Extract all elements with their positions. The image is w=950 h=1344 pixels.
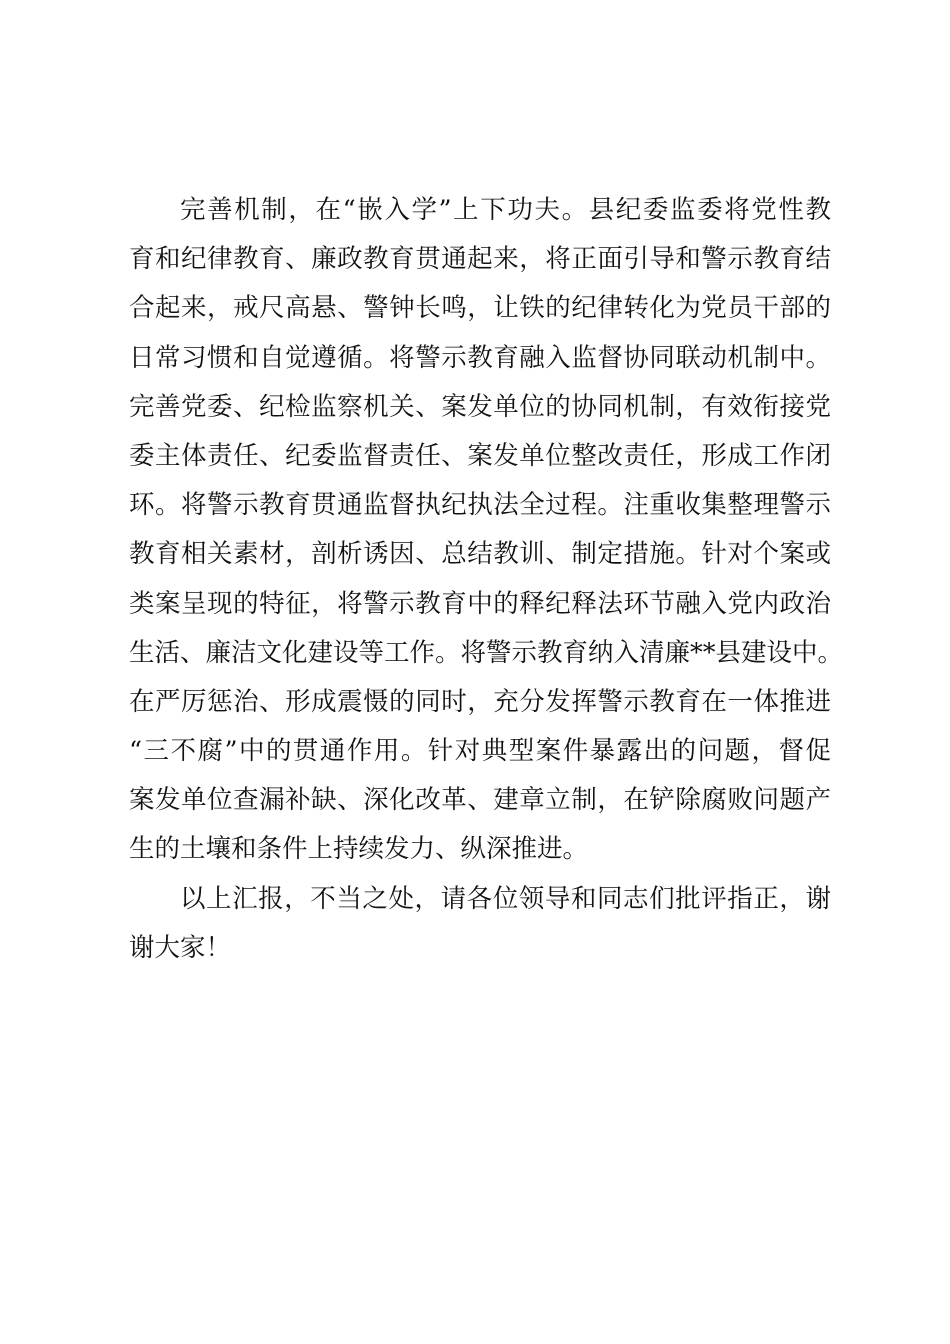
body-text: [129, 186, 844, 973]
text-line: 委主体责任、纪委监督责任、案发单位整改责任，形成工作闭: [129, 440, 831, 471]
text-line: 日常习惯和自觉遵循。将警示教育融入监督协同联动机制中。: [129, 342, 831, 373]
text-line: 完善机制，在“嵌入学”上下功夫。县纪委监委将党性教: [180, 195, 831, 225]
text-line: “三不腐”中的贯通作用。针对典型案件暴露出的问题，督促: [129, 736, 831, 767]
text-line: 类案呈现的特征，将警示教育中的释纪释法环节融入党内政治: [129, 588, 831, 619]
text-line: 完善党委、纪检监察机关、案发单位的协同机制，有效衔接党: [129, 391, 831, 422]
paragraph-mechanism: [129, 186, 844, 875]
text-line: 合起来，戒尺高悬、警钟长鸣，让铁的纪律转化为党员干部的: [129, 293, 831, 324]
text-line: 在严厉惩治、形成震慑的同时，充分发挥警示教育在一体推进: [129, 686, 831, 717]
text-line: 以上汇报，不当之处，请各位领导和同志们批评指正，谢: [180, 883, 831, 914]
text-line: 教育相关素材，剖析诱因、总结教训、制定措施。针对个案或: [129, 539, 831, 570]
text-line: 生活、廉洁文化建设等工作。将警示教育纳入清廉**县建设中。: [129, 637, 844, 668]
text-line: 生的土壤和条件上持续发力、纵深推进。: [129, 834, 589, 865]
text-line: 谢大家！: [129, 932, 232, 963]
text-line: 育和纪律教育、廉政教育贯通起来，将正面引导和警示教育结: [129, 244, 831, 275]
paragraph-closing: [129, 875, 831, 973]
text-line: 环。将警示教育贯通监督执纪执法全过程。注重收集整理警示: [129, 490, 831, 521]
text-line: 案发单位查漏补缺、深化改革、建章立制，在铲除腐败问题产: [129, 785, 831, 816]
